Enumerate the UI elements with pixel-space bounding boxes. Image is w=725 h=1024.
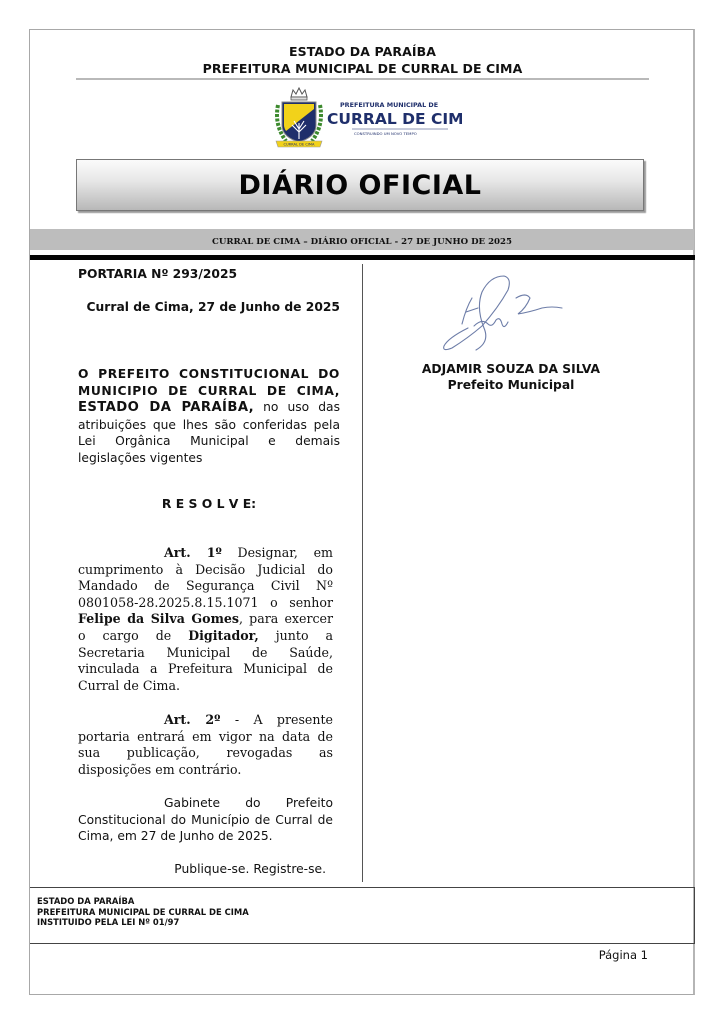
municipal-logo [272,85,462,151]
signature-image [438,268,568,352]
art1-label: Art. 1º [164,545,222,560]
publish-text: Publique-se. Registre-se. [174,862,326,876]
art1-text-a: Designar, em cumprimento à Decisão Judicial do Mandado de Segurança Civil Nº 0801058-28.2025.8.15.1071 o senhor [78,545,333,610]
page-number: Página 1 [598,948,648,962]
footer-line-1: ESTADO DA PARAÍBA [37,896,135,906]
art1-person-name: Felipe da Silva Gomes [78,611,239,627]
separator-bar [30,255,695,260]
logo-ribbon-text: CURRAL DE CIMA [283,142,315,147]
art1-text-c: junto a Secretaria Municipal de Saúde, vinculada a Prefeitura Municipal de Curral de Cima. [78,627,333,693]
edition-band-text: CURRAL DE CIMA – DIÁRIO OFICIAL - 27 DE JUNHO DE 2025 [211,237,512,247]
header-municipality: PREFEITURA MUNICIPAL DE CURRAL DE CIMA [202,61,523,76]
portaria-number: PORTARIA Nº 293/2025 [78,267,238,281]
signatory-name: ADJAMIR SOUZA DA SILVA [421,362,601,376]
header-rule [76,78,649,80]
preamble-rest: no uso das atribuições que lhes são conferidas pela Lei Orgânica Municipal e demais legislações vigentes [78,400,340,465]
coat-of-arms-icon [272,85,462,151]
preamble-bold-1: O PREFEITO CONSTITUCIONAL DO MUNICIPIO DE CURRAL DE CIMA, [78,367,340,398]
logo-line1: PREFEITURA MUNICIPAL DE [340,101,439,109]
portaria-place-date: Curral de Cima, 27 de Junho de 2025 [86,300,340,314]
preamble-bold-2: ESTADO DA PARAÍBA, [78,400,255,416]
article-2 [78,712,333,778]
footer-line-2: PREFEITURA MUNICIPAL DE CURRAL DE CIMA [37,906,249,917]
closing-text: Gabinete do Prefeito Constitucional do Município de Curral de Cima, em 27 de Junho de 2025. [78,796,333,844]
art2-text: - A presente portaria entrará em vigor na data de sua publicação, revogadas as disposições em contrário. [78,712,333,777]
art1-role: Digitador, [188,627,259,643]
resolve-heading: R E S O L V E: [161,496,257,511]
edition-band [30,229,694,250]
banner-title: DIÁRIO OFICIAL [238,170,482,201]
signatory-title: Prefeito Municipal [447,378,575,392]
header-state: ESTADO DA PARAÍBA [288,44,437,59]
art2-label: Art. 2º [164,712,221,727]
art1-text-b: , para exercer o cargo de [78,611,333,643]
logo-tagline: CONSTRUINDO UM NOVO TEMPO [354,131,417,136]
article-1 [78,545,333,694]
diario-oficial-banner [76,159,644,211]
logo-line2: CURRAL DE CIMA [327,110,462,128]
footer-line-3: INSTITUIDO PELA LEI Nº 01/97 [37,917,180,927]
portaria-preamble [78,366,340,467]
column-divider [362,264,363,882]
footer-box [30,887,695,944]
